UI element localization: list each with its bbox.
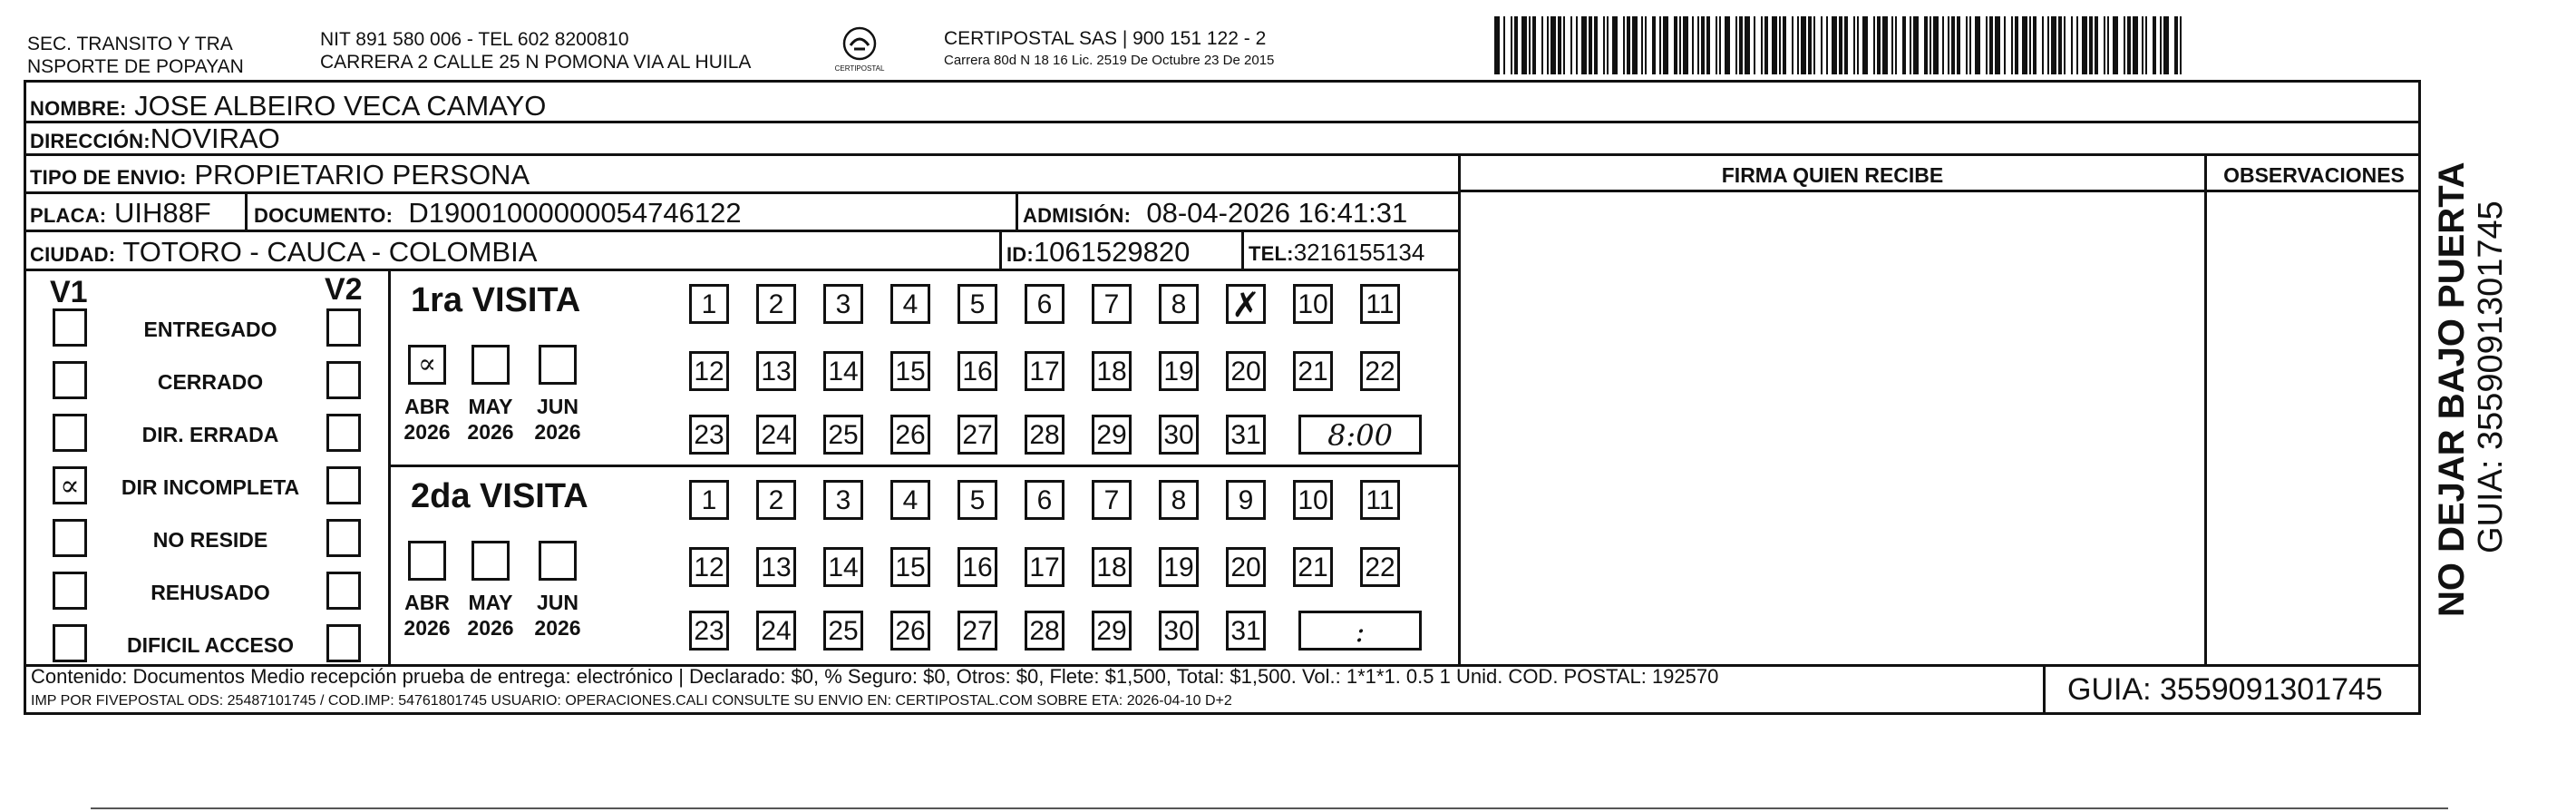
day-box[interactable]: 28 <box>1025 611 1064 651</box>
month-checkbox[interactable]: ∝ <box>408 345 446 385</box>
direccion-value: NOVIRAO <box>150 122 280 154</box>
day-box[interactable]: 18 <box>1092 351 1132 391</box>
time-box[interactable]: 8:00 <box>1298 415 1422 455</box>
status-label: DIR. ERRADA <box>141 423 279 446</box>
footer-imp: IMP POR FIVEPOSTAL ODS: 25487101745 / COD.IMP: 54761801745 USUARIO: OPERACIONES.CALI CONSULTE SU ENVIO EN: CERTIPOSTAL.COM SOBRE ETA: 2026-04-10 D+2 <box>31 693 1232 709</box>
month-checkbox[interactable] <box>539 541 577 581</box>
month-year: 2026 <box>467 616 514 640</box>
v1-checkbox[interactable] <box>53 519 87 557</box>
status-label: REHUSADO <box>151 581 270 604</box>
day-box[interactable]: 2 <box>756 284 796 324</box>
col-line <box>2043 664 2046 715</box>
month-year: 2026 <box>467 420 514 444</box>
observaciones-area[interactable] <box>2207 192 2421 664</box>
signature-area[interactable] <box>1461 192 2204 664</box>
day-box[interactable]: 27 <box>957 611 997 651</box>
month-checkbox[interactable] <box>539 345 577 385</box>
status-label: DIFICIL ACCESO <box>126 633 294 657</box>
v1-checkbox[interactable] <box>53 624 87 662</box>
day-box[interactable]: 24 <box>756 415 796 455</box>
cut-line <box>91 807 2448 809</box>
row-line <box>24 153 2421 156</box>
v1-checkbox[interactable] <box>53 361 87 399</box>
v2-checkbox[interactable] <box>326 361 361 399</box>
month-label <box>525 394 590 445</box>
month-label <box>394 590 460 641</box>
day-box[interactable]: 17 <box>1025 547 1064 587</box>
day-box[interactable]: 4 <box>890 480 930 520</box>
day-box[interactable]: 15 <box>890 351 930 391</box>
month-label <box>458 394 523 445</box>
sender-line2: NSPORTE DE POPAYAN <box>27 56 244 77</box>
placa-value: UIH88F <box>113 197 211 229</box>
day-box[interactable]: 3 <box>823 480 863 520</box>
col-line <box>999 230 1002 269</box>
sender-contact <box>320 28 751 73</box>
day-box[interactable]: 15 <box>890 547 930 587</box>
day-box[interactable]: 23 <box>689 415 729 455</box>
day-box[interactable]: 17 <box>1025 351 1064 391</box>
day-box[interactable]: 20 <box>1226 547 1266 587</box>
col-line <box>245 191 248 230</box>
month-name: ABR <box>404 395 450 418</box>
sender-address: CARRERA 2 CALLE 25 N POMONA VIA AL HUILA <box>320 52 752 73</box>
day-box[interactable]: 11 <box>1360 284 1400 324</box>
month-name: MAY <box>468 591 513 614</box>
visit-title: 1ra VISITA <box>411 281 581 319</box>
day-box[interactable]: 29 <box>1092 611 1132 651</box>
month-year: 2026 <box>534 420 581 444</box>
day-box[interactable]: 30 <box>1159 415 1199 455</box>
nombre-field: NOMBRE: JOSE ALBEIRO VECA CAMAYO <box>30 90 547 122</box>
ciudad-value: TOTORO - CAUCA - COLOMBIA <box>122 236 538 268</box>
side-warning: NO DEJAR BAJO PUERTA <box>2432 161 2472 617</box>
month-year: 2026 <box>403 420 451 444</box>
day-box[interactable]: 21 <box>1293 351 1333 391</box>
day-box[interactable]: 5 <box>957 480 997 520</box>
ciudad-field: CIUDAD: TOTORO - CAUCA - COLOMBIA <box>30 236 538 268</box>
day-box[interactable]: 24 <box>756 611 796 651</box>
status-label: NO RESIDE <box>152 528 268 552</box>
month-label <box>525 590 590 641</box>
placa-field: PLACA: UIH88F <box>30 197 211 229</box>
barcode <box>1494 16 2192 74</box>
firma-header: FIRMA QUIEN RECIBE <box>1721 163 1944 187</box>
day-box[interactable]: 26 <box>890 611 930 651</box>
day-box[interactable]: 28 <box>1025 415 1064 455</box>
v1-checkbox[interactable] <box>53 572 87 610</box>
day-box[interactable]: 16 <box>957 351 997 391</box>
logo-caption: CERTIPOSTAL <box>834 64 885 73</box>
month-checkbox[interactable] <box>471 345 510 385</box>
company-nit: CERTIPOSTAL SAS | 900 151 122 - 2 <box>944 28 1267 49</box>
month-name: ABR <box>404 591 450 614</box>
day-box[interactable]: 25 <box>823 415 863 455</box>
day-box[interactable]: 14 <box>823 351 863 391</box>
side-guia: GUIA: 3559091301745 <box>2472 201 2510 553</box>
day-box[interactable]: 7 <box>1092 480 1132 520</box>
time-box[interactable]: : <box>1298 611 1422 651</box>
day-box[interactable]: 4 <box>890 284 930 324</box>
tel-value: 3216155134 <box>1293 239 1425 266</box>
sender-line1: SEC. TRANSITO Y TRA <box>27 34 233 54</box>
month-checkbox[interactable] <box>471 541 510 581</box>
company-address: Carrera 80d N 18 16 Lic. 2519 De Octubre 23 De 2015 <box>944 53 1275 68</box>
col-line <box>1016 191 1018 230</box>
month-year: 2026 <box>403 616 451 640</box>
footer-guia: GUIA: 3559091301745 <box>2067 672 2383 707</box>
month-label <box>458 590 523 641</box>
visit-title: 2da VISITA <box>411 477 588 515</box>
day-box[interactable]: 26 <box>890 415 930 455</box>
day-box[interactable]: 16 <box>957 547 997 587</box>
day-box[interactable]: 23 <box>689 611 729 651</box>
day-box[interactable]: 1 <box>689 284 729 324</box>
observaciones-header: OBSERVACIONES <box>2223 163 2405 187</box>
sender-nit: NIT 891 580 006 - TEL 602 8200810 <box>320 29 629 50</box>
id-value: 1061529820 <box>1033 236 1191 268</box>
day-box[interactable]: 14 <box>823 547 863 587</box>
v1-header: V1 <box>50 275 88 309</box>
day-box[interactable]: 11 <box>1360 480 1400 520</box>
v2-checkbox[interactable] <box>326 572 361 610</box>
day-box[interactable]: 29 <box>1092 415 1132 455</box>
v2-checkbox[interactable] <box>326 466 361 504</box>
day-box[interactable]: 9 <box>1226 480 1266 520</box>
day-box[interactable]: ✗ <box>1226 284 1266 324</box>
admision-value: 08-04-2026 16:41:31 <box>1146 197 1408 229</box>
day-box[interactable]: 8 <box>1159 480 1199 520</box>
company-block <box>944 27 1274 69</box>
v1-checkbox[interactable]: ∝ <box>53 466 87 504</box>
day-box[interactable]: 10 <box>1293 480 1333 520</box>
day-box[interactable]: 7 <box>1092 284 1132 324</box>
v2-checkbox[interactable] <box>326 414 361 452</box>
day-box[interactable]: 21 <box>1293 547 1333 587</box>
day-box[interactable]: 12 <box>689 547 729 587</box>
day-box[interactable]: 22 <box>1360 351 1400 391</box>
day-box[interactable]: 19 <box>1159 547 1199 587</box>
tipo-envio-field: TIPO DE ENVIO: PROPIETARIO PERSONA <box>30 159 530 191</box>
day-box[interactable]: 1 <box>689 480 729 520</box>
sender-block <box>27 33 244 78</box>
tel-field: TEL:3216155134 <box>1249 239 1425 266</box>
day-box[interactable]: 27 <box>957 415 997 455</box>
v2-header: V2 <box>325 272 363 307</box>
v2-checkbox[interactable] <box>326 519 361 557</box>
day-box[interactable]: 18 <box>1092 547 1132 587</box>
v2-checkbox[interactable] <box>326 308 361 347</box>
day-box[interactable]: 8 <box>1159 284 1199 324</box>
day-box[interactable]: 31 <box>1226 415 1266 455</box>
month-name: MAY <box>468 395 513 418</box>
footer-content: Contenido: Documentos Medio recepción prueba de entrega: electrónico | Declarado: $0, % Seguro: $0, Otros: $0, Flete: $1,500, Total: $1,500. Vol.: 1*1*1. 0.5 1 Unid. COD. POSTAL: 192570 <box>31 665 1719 688</box>
day-box[interactable]: 13 <box>756 351 796 391</box>
tipo-envio-value: PROPIETARIO PERSONA <box>194 159 530 191</box>
day-box[interactable]: 25 <box>823 611 863 651</box>
col-line <box>1241 230 1244 269</box>
day-box[interactable]: 30 <box>1159 611 1199 651</box>
status-label: CERRADO <box>157 370 264 394</box>
month-name: JUN <box>536 591 578 614</box>
month-checkbox[interactable] <box>408 541 446 581</box>
admision-field: ADMISIÓN: 08-04-2026 16:41:31 <box>1023 197 1408 229</box>
day-box[interactable]: 20 <box>1226 351 1266 391</box>
v1-checkbox[interactable] <box>53 414 87 452</box>
day-box[interactable]: 12 <box>689 351 729 391</box>
day-box[interactable]: 6 <box>1025 480 1064 520</box>
documento-field: DOCUMENTO: D19001000000054746122 <box>254 197 742 229</box>
v2-checkbox[interactable] <box>326 624 361 662</box>
day-box[interactable]: 10 <box>1293 284 1333 324</box>
day-box[interactable]: 5 <box>957 284 997 324</box>
certipostal-logo <box>823 25 896 73</box>
logo-icon <box>841 25 878 62</box>
visit-divider <box>388 465 1460 467</box>
direccion-field: DIRECCIÓN:NOVIRAO <box>30 122 280 154</box>
month-name: JUN <box>536 395 578 418</box>
month-year: 2026 <box>534 616 581 640</box>
day-box[interactable]: 13 <box>756 547 796 587</box>
day-box[interactable]: 2 <box>756 480 796 520</box>
day-box[interactable]: 6 <box>1025 284 1064 324</box>
day-box[interactable]: 3 <box>823 284 863 324</box>
day-box[interactable]: 22 <box>1360 547 1400 587</box>
day-box[interactable]: 31 <box>1226 611 1266 651</box>
status-label: ENTREGADO <box>143 318 277 341</box>
v1-checkbox[interactable] <box>53 308 87 347</box>
status-label: DIR INCOMPLETA <box>121 475 300 499</box>
nombre-value: JOSE ALBEIRO VECA CAMAYO <box>134 90 547 122</box>
id-field: ID:1061529820 <box>1006 236 1191 268</box>
documento-value: D19001000000054746122 <box>408 197 742 229</box>
day-box[interactable]: 19 <box>1159 351 1199 391</box>
month-label <box>394 394 460 445</box>
